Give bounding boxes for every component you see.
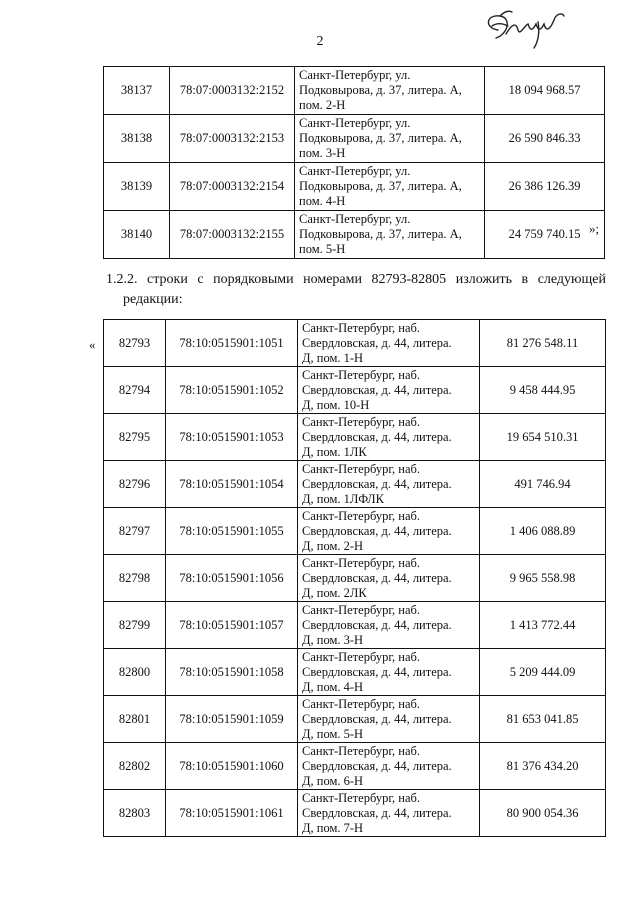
address-cell — [298, 743, 480, 790]
address-line: Д, пом. 1ЛК — [302, 444, 367, 459]
address-line: Санкт-Петербург, наб. — [302, 602, 421, 617]
row-number: 82798 — [104, 555, 166, 602]
row-number: 82801 — [104, 696, 166, 743]
row-number: 82803 — [104, 790, 166, 837]
address-cell — [298, 602, 480, 649]
address-cell — [298, 320, 480, 367]
address-line: Свердловская, д. 44, литера. — [302, 476, 452, 491]
address-line: Санкт-Петербург, ул. — [299, 68, 411, 82]
address-line: Подковырова, д. 37, литера. А, — [299, 227, 462, 241]
table-row — [104, 67, 605, 115]
cadastral-value: 5 209 444.09 — [480, 649, 606, 696]
address-line: Свердловская, д. 44, литера. — [302, 523, 452, 538]
address-line: Санкт-Петербург, наб. — [302, 414, 421, 429]
cadastral-value: 9 458 444.95 — [480, 367, 606, 414]
table-row — [104, 367, 606, 414]
address-line: Свердловская, д. 44, литера. — [302, 570, 452, 585]
cadastral-value: 1 406 088.89 — [480, 508, 606, 555]
row-number: 38138 — [104, 115, 170, 163]
table-row — [104, 790, 606, 837]
address-line: пом. 5-Н — [299, 242, 346, 256]
paragraph-line-2: редакции: — [123, 292, 183, 307]
table-row — [104, 115, 605, 163]
cadastral-value: 81 653 041.85 — [480, 696, 606, 743]
cadastral-number: 78:07:0003132:2155 — [170, 211, 295, 259]
address-line: Свердловская, д. 44, литера. — [302, 382, 452, 397]
amendment-paragraph — [106, 270, 606, 310]
row-number: 82795 — [104, 414, 166, 461]
address-line: Санкт-Петербург, ул. — [299, 212, 411, 226]
address-line: Санкт-Петербург, наб. — [302, 696, 421, 711]
cadastral-value: 491 746.94 — [480, 461, 606, 508]
address-line: Свердловская, д. 44, литера. — [302, 711, 452, 726]
address-line: Подковырова, д. 37, литера. А, — [299, 179, 462, 193]
closing-quote-mark: »; — [589, 221, 600, 236]
opening-quote-mark: « — [89, 337, 96, 352]
address-cell — [295, 211, 485, 259]
cadastral-number: 78:07:0003132:2152 — [170, 67, 295, 115]
address-cell — [298, 555, 480, 602]
cadastral-value: 81 376 434.20 — [480, 743, 606, 790]
cadastral-value: 1 413 772.44 — [480, 602, 606, 649]
cadastral-number: 78:10:0515901:1054 — [166, 461, 298, 508]
table-row — [104, 320, 606, 367]
cadastral-number: 78:10:0515901:1060 — [166, 743, 298, 790]
address-line: пом. 2-Н — [299, 98, 346, 112]
address-line: Д, пом. 6-Н — [302, 773, 364, 788]
address-line: Д, пом. 4-Н — [302, 679, 364, 694]
table-row — [104, 555, 606, 602]
address-cell — [298, 367, 480, 414]
cadastral-value: 24 759 740.15 — [485, 211, 605, 259]
address-line: Санкт-Петербург, наб. — [302, 461, 421, 476]
address-line: Санкт-Петербург, наб. — [302, 508, 421, 523]
address-line: Д, пом. 1ЛФЛК — [302, 491, 384, 506]
address-cell — [298, 508, 480, 555]
row-number: 82793 — [104, 320, 166, 367]
page-number: 2 — [316, 34, 324, 49]
cadastral-number: 78:07:0003132:2154 — [170, 163, 295, 211]
address-line: Санкт-Петербург, наб. — [302, 555, 421, 570]
row-number: 38137 — [104, 67, 170, 115]
row-number: 38140 — [104, 211, 170, 259]
address-line: Свердловская, д. 44, литера. — [302, 805, 452, 820]
table-row — [104, 508, 606, 555]
cadastral-value: 18 094 968.57 — [485, 67, 605, 115]
row-number: 82797 — [104, 508, 166, 555]
table-row — [104, 414, 606, 461]
cadastral-number: 78:10:0515901:1059 — [166, 696, 298, 743]
address-line: Подковырова, д. 37, литера. А, — [299, 83, 462, 97]
cadastral-value: 81 276 548.11 — [480, 320, 606, 367]
address-cell — [298, 696, 480, 743]
cadastral-number: 78:10:0515901:1053 — [166, 414, 298, 461]
registry-table-bottom — [103, 319, 606, 837]
address-cell — [295, 67, 485, 115]
address-line: пом. 3-Н — [299, 146, 346, 160]
row-number: 82794 — [104, 367, 166, 414]
address-line: Санкт-Петербург, ул. — [299, 116, 411, 130]
address-line: Свердловская, д. 44, литера. — [302, 758, 452, 773]
table-row — [104, 696, 606, 743]
cadastral-number: 78:07:0003132:2153 — [170, 115, 295, 163]
address-line: Санкт-Петербург, наб. — [302, 790, 421, 805]
table-row — [104, 163, 605, 211]
cadastral-number: 78:10:0515901:1051 — [166, 320, 298, 367]
address-line: Свердловская, д. 44, литера. — [302, 429, 452, 444]
address-line: Д, пом. 7-Н — [302, 820, 364, 835]
cadastral-value: 19 654 510.31 — [480, 414, 606, 461]
address-cell — [295, 115, 485, 163]
address-cell — [298, 649, 480, 696]
address-line: Санкт-Петербург, ул. — [299, 164, 411, 178]
address-line: Д, пом. 1-Н — [302, 350, 364, 365]
address-line: Свердловская, д. 44, литера. — [302, 617, 452, 632]
cadastral-number: 78:10:0515901:1052 — [166, 367, 298, 414]
cadastral-number: 78:10:0515901:1056 — [166, 555, 298, 602]
address-cell — [298, 461, 480, 508]
table-row — [104, 602, 606, 649]
table-row — [104, 461, 606, 508]
address-line: Свердловская, д. 44, литера. — [302, 664, 452, 679]
address-line: Санкт-Петербург, наб. — [302, 320, 421, 335]
address-cell — [295, 163, 485, 211]
address-line: Подковырова, д. 37, литера. А, — [299, 131, 462, 145]
address-line: Санкт-Петербург, наб. — [302, 743, 421, 758]
address-line: Д, пом. 3-Н — [302, 632, 364, 647]
paragraph-line-1: 1.2.2. строки с порядковыми номерами 82793-82805 изложить в следующей — [106, 272, 606, 287]
address-line: Д, пом. 2-Н — [302, 538, 364, 553]
address-line: Д, пом. 5-Н — [302, 726, 364, 741]
address-line: Д, пом. 10-Н — [302, 397, 370, 412]
cadastral-number: 78:10:0515901:1058 — [166, 649, 298, 696]
address-cell — [298, 414, 480, 461]
table-row — [104, 211, 605, 259]
registry-table-top — [103, 66, 605, 259]
row-number: 82799 — [104, 602, 166, 649]
row-number: 38139 — [104, 163, 170, 211]
row-number: 82802 — [104, 743, 166, 790]
address-line: Свердловская, д. 44, литера. — [302, 335, 452, 350]
row-number: 82800 — [104, 649, 166, 696]
cadastral-value: 26 386 126.39 — [485, 163, 605, 211]
cadastral-value: 26 590 846.33 — [485, 115, 605, 163]
address-line: пом. 4-Н — [299, 194, 346, 208]
cadastral-value: 80 900 054.36 — [480, 790, 606, 837]
cadastral-number: 78:10:0515901:1061 — [166, 790, 298, 837]
cadastral-number: 78:10:0515901:1055 — [166, 508, 298, 555]
address-line: Санкт-Петербург, наб. — [302, 367, 421, 382]
address-line: Д, пом. 2ЛК — [302, 585, 367, 600]
address-line: Санкт-Петербург, наб. — [302, 649, 421, 664]
row-number: 82796 — [104, 461, 166, 508]
cadastral-value: 9 965 558.98 — [480, 555, 606, 602]
cadastral-number: 78:10:0515901:1057 — [166, 602, 298, 649]
address-cell — [298, 790, 480, 837]
table-row — [104, 649, 606, 696]
table-row — [104, 743, 606, 790]
